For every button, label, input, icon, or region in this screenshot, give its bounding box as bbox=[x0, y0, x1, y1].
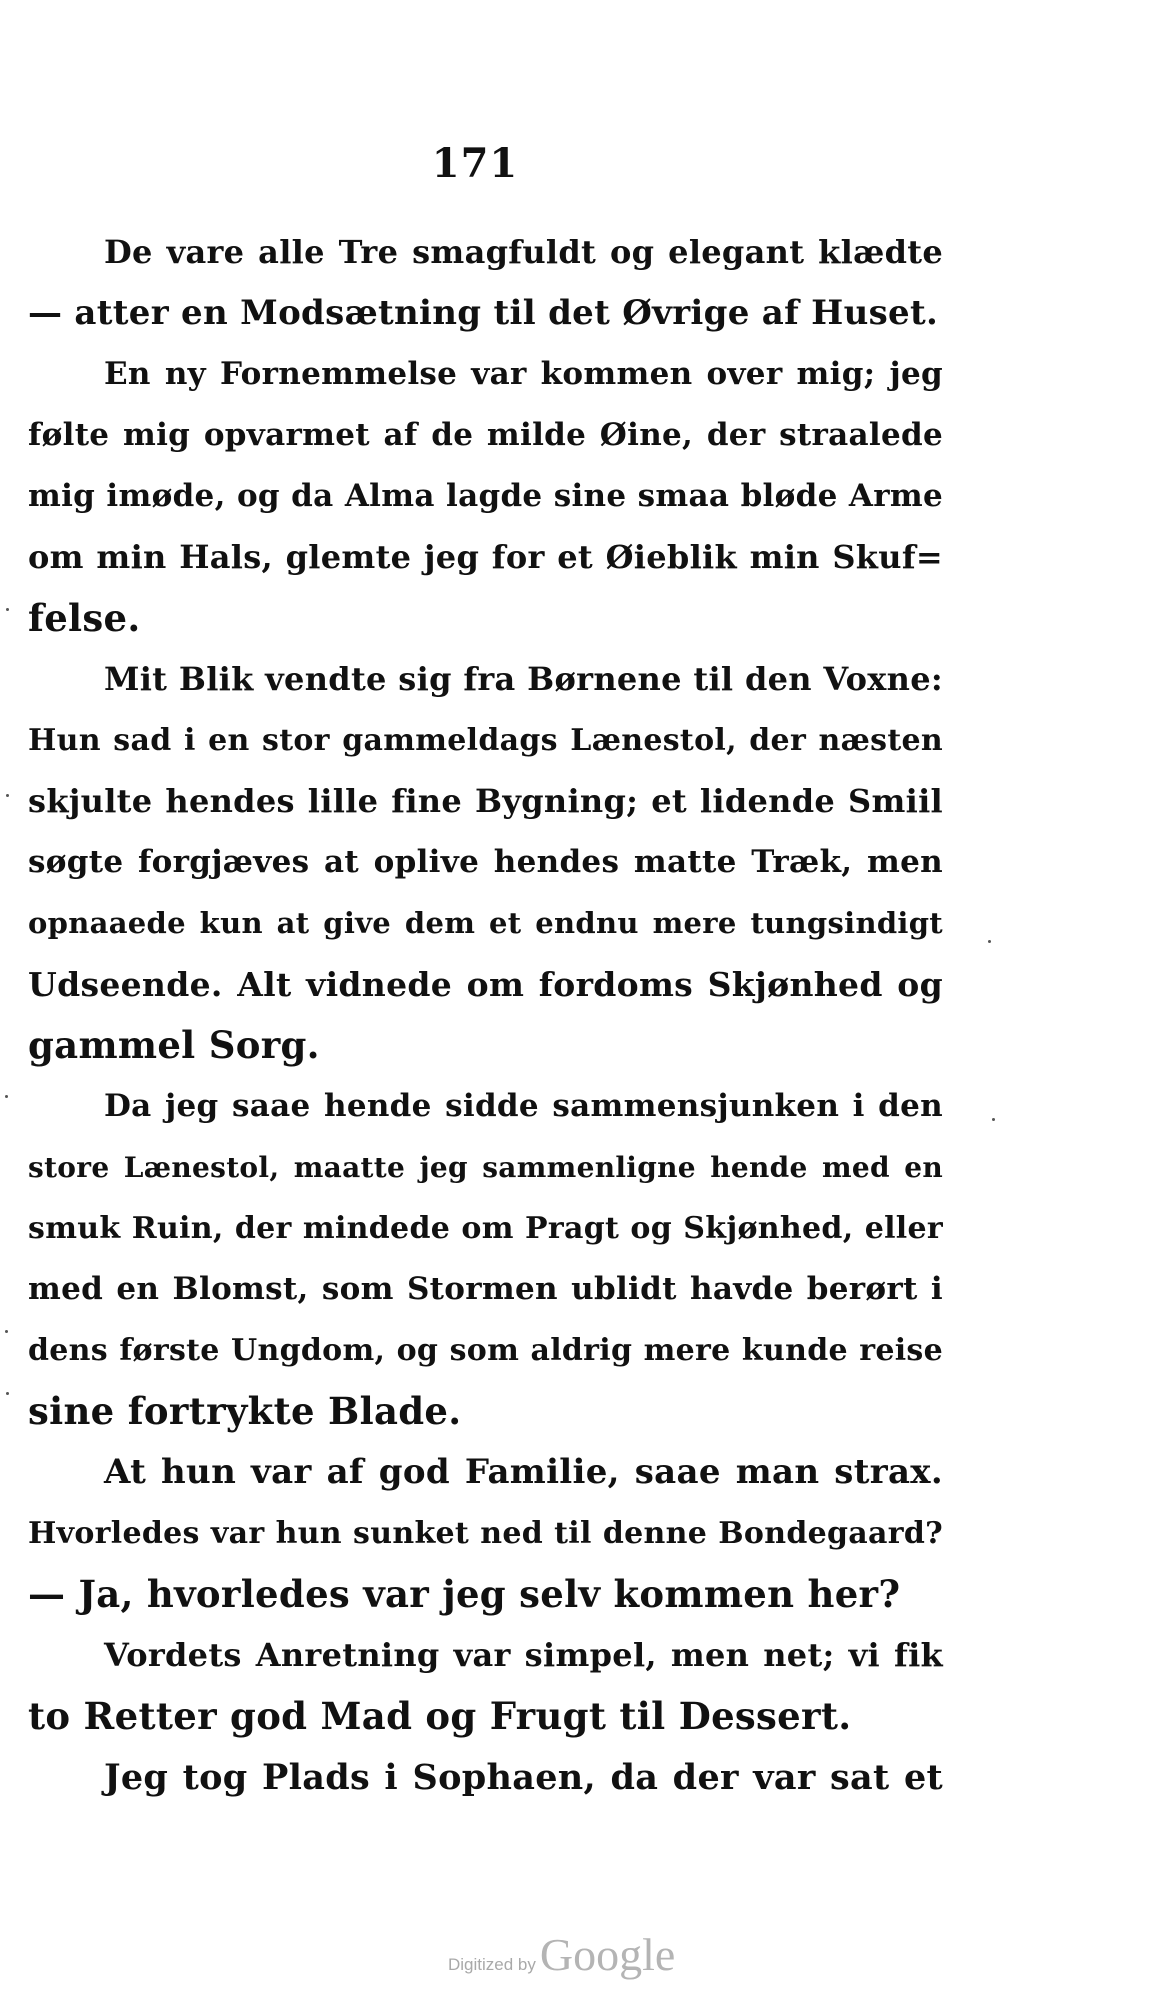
scan-speck bbox=[5, 1330, 8, 1333]
text-line: Mit Blik vendte sig fra Børnene til den Voxne: bbox=[104, 660, 943, 698]
text-line: Hun sad i en stor gammeldags Lænestol, der næsten bbox=[28, 723, 943, 758]
scan-speck bbox=[6, 608, 9, 611]
text-line: skjulte hendes lille fine Bygning; et lidende Smiil bbox=[28, 782, 943, 820]
text-line: søgte forgjæves at oplive hendes matte Træk, men bbox=[28, 844, 943, 880]
text-line: felse. bbox=[28, 596, 141, 640]
text-line: sine fortrykte Blade. bbox=[28, 1389, 462, 1433]
text-line: følte mig opvarmet af de milde Øine, der straalede bbox=[28, 417, 943, 453]
text-line: mig imøde, og da Alma lagde sine smaa bløde Arme bbox=[28, 478, 943, 514]
scan-speck bbox=[992, 1118, 995, 1121]
text-line: dens første Ungdom, og som aldrig mere kunde reise bbox=[28, 1333, 943, 1368]
text-line: — atter en Modsætning til det Øvrige af Huset. bbox=[28, 293, 939, 333]
text-line: om min Hals, glemte jeg for et Øieblik min Skuf= bbox=[28, 538, 943, 576]
scan-speck bbox=[5, 1095, 8, 1098]
text-line: Hvorledes var hun sunket ned til denne Bondegaard? bbox=[28, 1516, 943, 1551]
text-line: gammel Sorg. bbox=[28, 1023, 320, 1067]
text-line: Da jeg saae hende sidde sammensjunken i den bbox=[104, 1088, 943, 1124]
text-line: — Ja, hvorledes var jeg selv kommen her? bbox=[28, 1572, 901, 1616]
body-text bbox=[28, 222, 943, 1808]
scan-speck bbox=[6, 794, 9, 797]
digitized-by-watermark bbox=[448, 1928, 718, 1988]
text-line: smuk Ruin, der mindede om Pragt og Skjønhed, eller bbox=[28, 1211, 943, 1246]
text-line: store Lænestol, maatte jeg sammenligne hende med en bbox=[28, 1151, 943, 1184]
text-line: En ny Fornemmelse var kommen over mig; jeg bbox=[104, 356, 943, 392]
text-line: At hun var af god Familie, saae man strax. bbox=[104, 1452, 943, 1492]
watermark-prefix: Digitized by bbox=[448, 1955, 536, 1974]
text-line: Jeg tog Plads i Sophaen, da der var sat et bbox=[104, 1757, 943, 1798]
scan-speck bbox=[988, 940, 991, 943]
text-line: Vordets Anretning var simpel, men net; vi fik bbox=[104, 1636, 943, 1674]
page-number: 171 bbox=[431, 140, 519, 187]
text-line: Udseende. Alt vidnede om fordoms Skjønhed og bbox=[28, 965, 943, 1004]
text-line: De vare alle Tre smagfuldt og elegant klædte bbox=[104, 233, 943, 271]
text-line: med en Blomst, som Stormen ublidt havde berørt i bbox=[28, 1271, 943, 1307]
google-logo: Google bbox=[539, 1929, 676, 1980]
scan-speck bbox=[6, 1392, 9, 1395]
text-line: opnaaede kun at give dem et endnu mere tungsindigt bbox=[28, 906, 943, 940]
text-line: to Retter god Mad og Frugt til Dessert. bbox=[28, 1694, 852, 1738]
